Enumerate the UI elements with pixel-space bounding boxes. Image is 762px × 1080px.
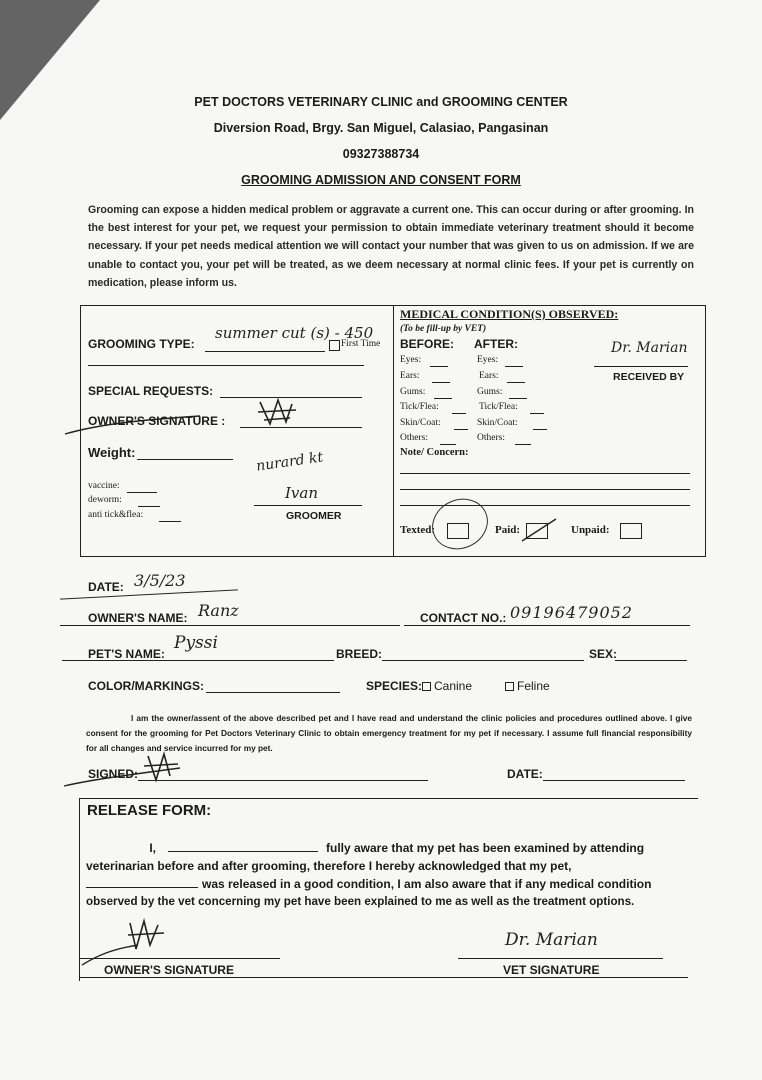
after-gums-line xyxy=(509,398,527,399)
before-skin-coat: Skin/Coat: xyxy=(400,418,441,428)
release-line-4: observed by the vet concerning my pet have been explained to me as well as the treatment options. xyxy=(86,895,635,908)
owner-name-value[interactable]: Ranz xyxy=(198,601,239,620)
groomer-handwriting-1: nurard kt xyxy=(255,449,325,475)
vet-signature-value: Dr. Marian xyxy=(505,930,598,950)
consent-date-line xyxy=(543,780,685,781)
paid-label: Paid: xyxy=(495,524,521,536)
feline-option[interactable] xyxy=(505,679,550,693)
feline-label: Feline xyxy=(517,679,550,693)
received-by-label: RECEIVED BY xyxy=(613,371,685,383)
clinic-phone: 09327388734 xyxy=(342,147,420,161)
before-eyes-line xyxy=(430,366,448,367)
texted-label: Texted: xyxy=(400,524,436,536)
breed-label: BREED: xyxy=(336,647,383,661)
after-gums: Gums: xyxy=(477,387,503,397)
paid-check-mark xyxy=(520,515,560,545)
grooming-type-label: GROOMING TYPE: xyxy=(88,337,195,351)
form-title: GROOMING ADMISSION AND CONSENT FORM xyxy=(241,173,521,187)
after-label: AFTER: xyxy=(474,337,518,351)
release-vet-signature-label: VET SIGNATURE xyxy=(503,963,600,977)
first-time-checkbox[interactable] xyxy=(329,340,340,351)
date-label: DATE: xyxy=(88,580,124,594)
intro-paragraph: Grooming can expose a hidden medical problem or aggravate a current one. This can occur during or after grooming. In the best interest for your pet, we request your permission to obtain immediate veterinary treatment should it become necessary. If your pet needs medical attention we will contact your number that was given to us on admission. If we are unable to contact you, your pet will be treated, as we deem necessary at normal clinic fees. If your pet is currently on medication, please inform us. xyxy=(88,204,694,289)
owner-signature-label: OWNER'S SIGNATURE : xyxy=(88,414,226,428)
clinic-name: PET DOCTORS VETERINARY CLINIC and GROOMING CENTER xyxy=(194,95,568,109)
species-label: SPECIES: xyxy=(366,679,423,693)
after-skin-coat: Skin/Coat: xyxy=(477,418,518,428)
after-others-line xyxy=(515,444,531,445)
after-eyes-line xyxy=(505,366,523,367)
weight-label: Weight: xyxy=(88,445,136,460)
owner-name-label: OWNER'S NAME: xyxy=(88,611,188,625)
deworm-label: deworm: xyxy=(88,495,122,505)
consent-text: I am the owner/assent of the above described pet and I have read and understand the clinic policies and procedures outlined above. I give consent for the grooming for Pet Doctors Veterinary Clinic to obtain emergency treatment for my pet if necessary. I assume full financial responsibility for all changes and service incurred for my pet. xyxy=(86,713,692,753)
consent-date-label: DATE: xyxy=(507,767,543,781)
release-i: I, xyxy=(149,841,156,855)
owner-signature-line-release xyxy=(80,958,280,959)
release-owner-signature-label: OWNER'S SIGNATURE xyxy=(104,963,234,977)
before-gums: Gums: xyxy=(400,387,426,397)
color-markings-line xyxy=(206,692,340,693)
special-requests-label: SPECIAL REQUESTS: xyxy=(88,384,214,398)
anti-tick-line xyxy=(159,521,181,522)
clinic-address: Diversion Road, Brgy. San Miguel, Calasiao, Pangasinan xyxy=(213,121,549,135)
groomer-label: GROOMER xyxy=(286,510,342,522)
date-value[interactable]: 3/5/23 xyxy=(134,571,186,590)
unpaid-checkbox[interactable] xyxy=(620,523,642,539)
release-bottom-line xyxy=(80,977,688,978)
release-line-3 xyxy=(86,876,682,894)
release-line-3-text: was released in a good condition, I am also aware that if any medical condition xyxy=(202,877,652,891)
after-ears: Ears: xyxy=(479,371,499,381)
breed-line xyxy=(382,660,584,661)
grooming-type-value[interactable]: summer cut (s) - 450 xyxy=(215,324,374,342)
pet-name-label: PET'S NAME: xyxy=(88,647,165,661)
color-markings-label: COLOR/MARKINGS: xyxy=(88,679,204,693)
vet-signature-line xyxy=(458,958,663,959)
canine-option[interactable] xyxy=(422,679,472,693)
after-ears-line xyxy=(507,382,525,383)
after-others: Others: xyxy=(477,433,505,443)
signed-label: SIGNED: xyxy=(88,767,139,781)
groomer-handwriting-2: Ivan xyxy=(285,484,319,502)
vaccine-line xyxy=(127,492,157,493)
before-label: BEFORE: xyxy=(400,337,454,351)
release-line-1-text: fully aware that my pet has been examined by attending xyxy=(326,841,645,855)
before-others: Others: xyxy=(400,433,428,443)
vaccine-label: vaccine: xyxy=(88,481,120,491)
pet-name-value[interactable]: Pyssi xyxy=(174,633,218,653)
medical-condition-subtitle: (To be fill-up by VET) xyxy=(400,324,487,334)
release-form-title: RELEASE FORM: xyxy=(87,802,212,819)
owner-name-line xyxy=(60,625,400,626)
before-others-line xyxy=(440,444,456,445)
grooming-type-line xyxy=(205,351,325,352)
received-by-signature: Dr. Marian xyxy=(611,340,688,356)
unpaid-label: Unpaid: xyxy=(571,524,610,536)
groomer-line xyxy=(254,505,362,506)
contact-value[interactable]: 09196479052 xyxy=(510,603,633,622)
first-time-label: First Time xyxy=(341,339,381,349)
release-line-1 xyxy=(86,840,682,858)
release-line-2: veterinarian before and after grooming, therefore I hereby acknowledged that my pet, xyxy=(86,859,572,873)
sex-line xyxy=(615,660,687,661)
note-line-1 xyxy=(400,473,690,474)
after-tick-flea: Tick/Flea: xyxy=(479,402,518,412)
medical-condition-title: MEDICAL CONDITION(S) OBSERVED: xyxy=(400,307,619,321)
before-tick-flea: Tick/Flea: xyxy=(400,402,439,412)
canine-label: Canine xyxy=(434,679,473,693)
date-line xyxy=(60,589,238,599)
release-name-blank[interactable] xyxy=(168,841,318,852)
before-skin-line xyxy=(454,429,468,430)
anti-tick-label: anti tick&flea: xyxy=(88,510,144,520)
after-eyes: Eyes: xyxy=(477,355,499,365)
release-pet-blank[interactable] xyxy=(86,877,198,888)
note-concern-label: Note/ Concern: xyxy=(400,447,469,458)
contact-label: CONTACT NO.: xyxy=(420,611,507,625)
pet-name-line xyxy=(62,660,334,661)
texted-circle-mark xyxy=(420,488,495,553)
box-divider xyxy=(393,306,394,556)
deworm-line xyxy=(138,506,160,507)
before-eyes: Eyes: xyxy=(400,355,422,365)
grooming-type-line-2 xyxy=(88,365,364,366)
before-gums-line xyxy=(434,398,452,399)
weight-line xyxy=(137,459,233,460)
contact-line xyxy=(404,625,690,626)
before-ears-line xyxy=(432,382,450,383)
release-owner-signature-scribble xyxy=(78,915,188,970)
after-skin-line xyxy=(533,429,547,430)
after-tick-line xyxy=(530,413,544,414)
owner-signature-scribble xyxy=(60,394,310,439)
before-tick-line xyxy=(452,413,466,414)
before-ears: Ears: xyxy=(400,371,420,381)
signed-signature-scribble xyxy=(60,750,190,790)
received-by-line xyxy=(594,366,688,367)
sex-label: SEX: xyxy=(589,647,618,661)
